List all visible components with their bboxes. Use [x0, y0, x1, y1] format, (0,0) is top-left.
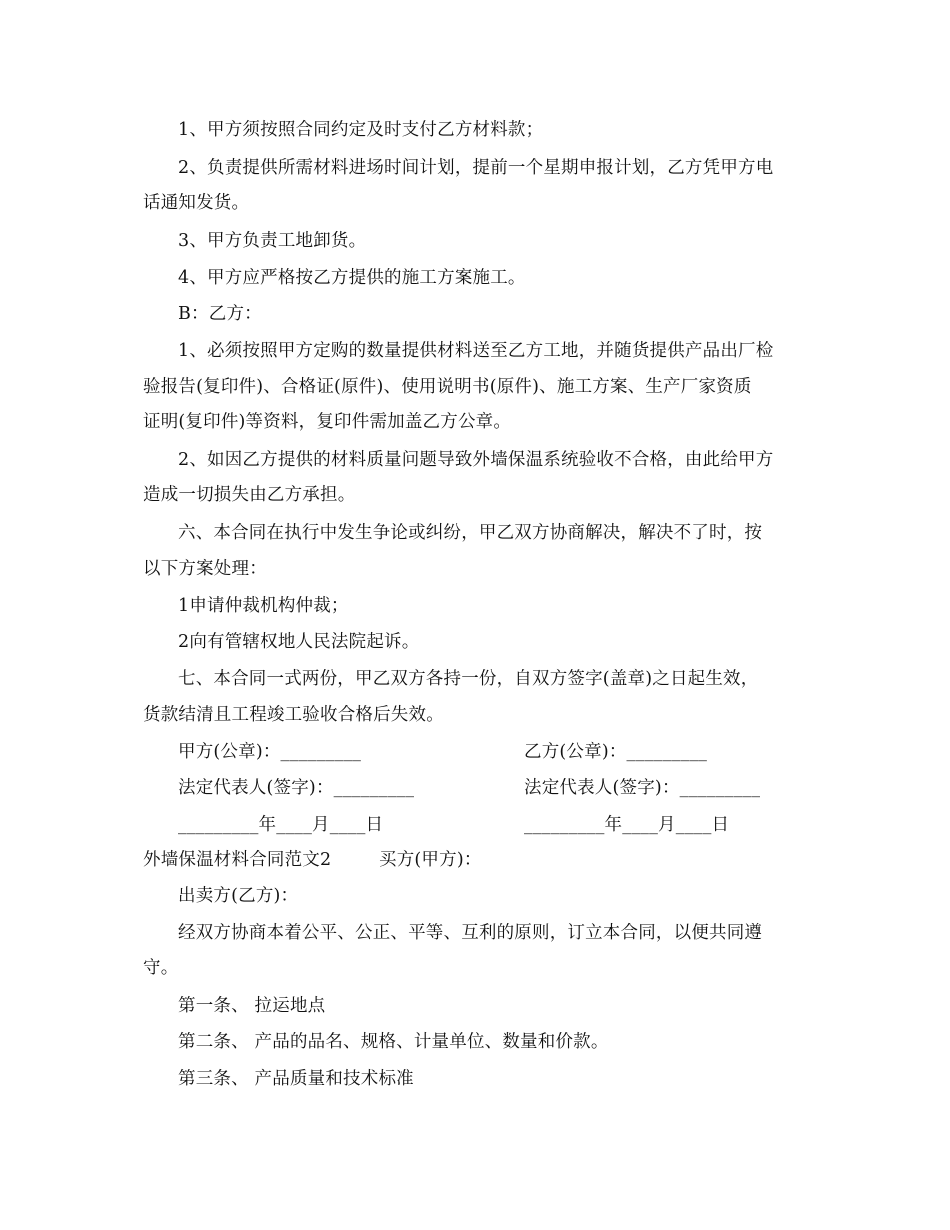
party-b-date-field: _________年____月____日	[524, 815, 730, 835]
paragraph-line: 验报告(复印件)、合格证(原件)、使用说明书(原件)、施工方案、生产厂家资质	[143, 377, 752, 397]
paragraph-line: 1、必须按照甲方定购的数量提供材料送至乙方工地，并随货提供产品出厂检	[178, 341, 774, 361]
contract2-title-line	[143, 848, 482, 872]
seller-label: 出卖方(乙方)：	[178, 886, 299, 906]
contract2-title: 外墙保温材料合同范文2	[143, 850, 332, 870]
article-heading: 第一条、 拉运地点	[178, 996, 326, 1016]
paragraph-line: 证明(复印件)等资料，复印件需加盖乙方公章。	[143, 412, 512, 432]
paragraph-line: 以下方案处理：	[143, 559, 267, 579]
paragraph-line: 2、如因乙方提供的材料质量问题导致外墙保温系统验收不合格，由此给甲方	[178, 450, 774, 470]
party-a-date-field: _________年____月____日	[178, 815, 384, 835]
party-b-seal-field: 乙方(公章)：_________	[524, 742, 708, 762]
paragraph-line: 七、本合同一式两份，甲乙双方各持一份，自双方签字(盖章)之日起生效，	[178, 669, 759, 689]
paragraph-line: 话通知发货。	[143, 193, 250, 213]
paragraph-line: 守。	[143, 958, 179, 978]
list-item: 1申请仲裁机构仲裁；	[178, 596, 349, 616]
section-heading: B：乙方：	[178, 304, 262, 324]
party-b-representative-field: 法定代表人(签字)：_________	[524, 778, 761, 798]
party-a-seal-field: 甲方(公章)：_________	[178, 742, 362, 762]
paragraph-line: 2、负责提供所需材料进场时间计划，提前一个星期申报计划，乙方凭甲方电	[178, 158, 774, 178]
article-heading: 第二条、 产品的品名、规格、计量单位、数量和价款。	[178, 1032, 609, 1052]
paragraph-line: 六、本合同在执行中发生争论或纠纷，甲乙双方协商解决，解决不了时，按	[178, 523, 763, 543]
paragraph-line: 1、甲方须按照合同约定及时支付乙方材料款；	[178, 120, 544, 140]
paragraph-line: 造成一切损失由乙方承担。	[143, 485, 356, 505]
party-a-representative-field: 法定代表人(签字)：_________	[178, 778, 415, 798]
paragraph-line: 经双方协商本着公平、公正、平等、互利的原则，订立本合同，以便共同遵	[178, 923, 763, 943]
list-item: 2向有管辖权地人民法院起诉。	[178, 632, 420, 652]
buyer-label: 买方(甲方)：	[379, 850, 482, 870]
paragraph-line: 货款结清且工程竣工验收合格后失效。	[143, 705, 444, 725]
paragraph-line: 3、甲方负责工地卸货。	[178, 231, 367, 251]
paragraph-line: 4、甲方应严格按乙方提供的施工方案施工。	[178, 268, 526, 288]
article-heading: 第三条、 产品质量和技术标准	[178, 1069, 414, 1089]
